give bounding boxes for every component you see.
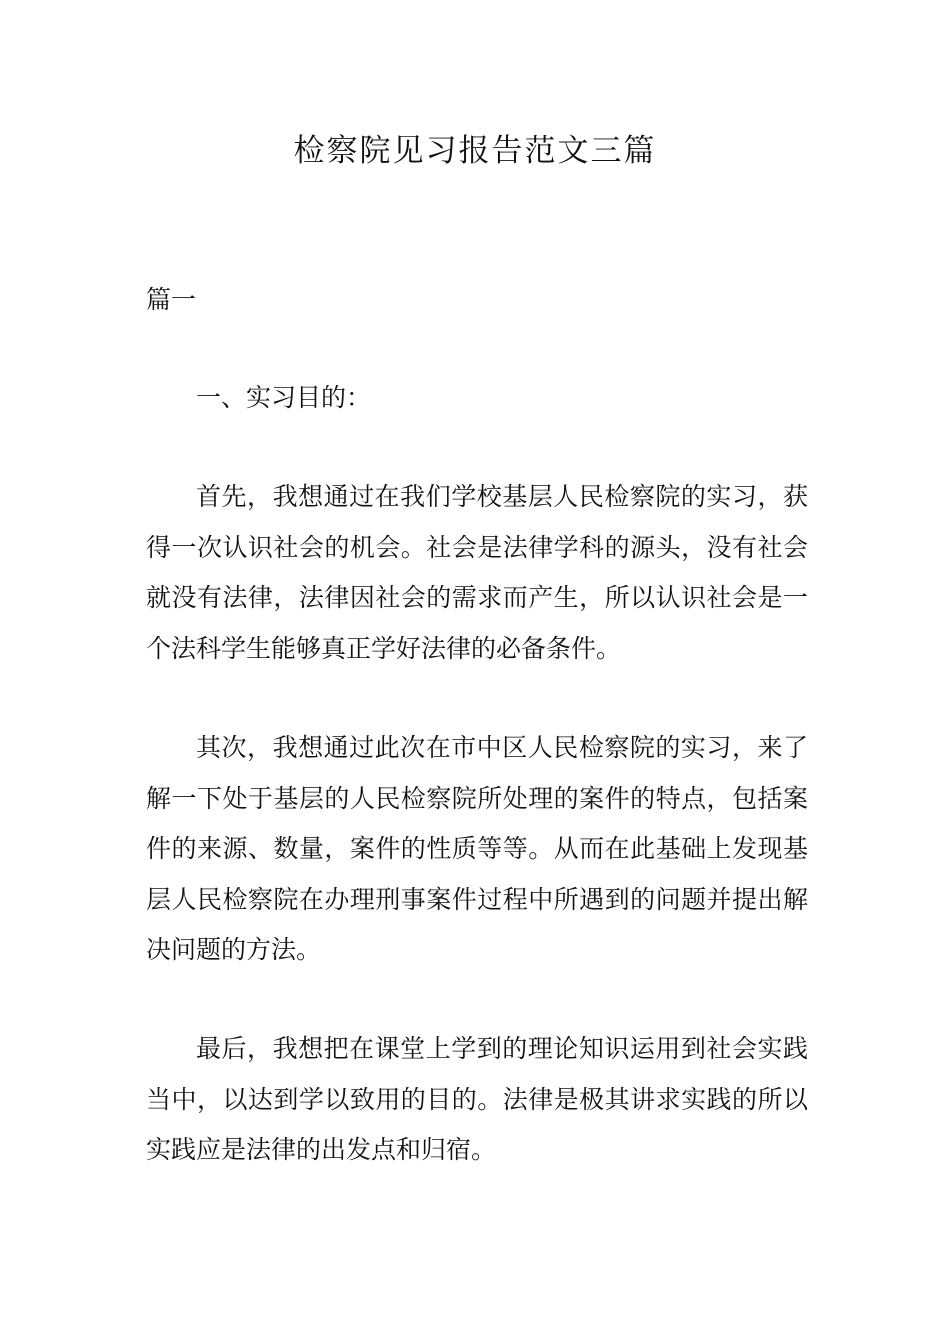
- document-title: 检察院见习报告范文三篇: [293, 133, 657, 169]
- section-subheading: 一、实习目的：: [196, 383, 372, 412]
- body-paragraph-1: 首先，我想通过在我们学校基层人民检察院的实习，获得一次认识社会的机会。社会是法律学科的源头，没有社会就没有法律，法律因社会的需求而产生，所以认识社会是一个法科学生能够真正学好法律的必备条件。: [146, 482, 808, 663]
- body-paragraph-3: 最后，我想把在课堂上学到的理论知识运用到社会实践当中，以达到学以致用的目的。法律是极其讲求实践的所以实践应是法律的出发点和归宿。: [146, 1034, 808, 1164]
- section-label: 篇一: [146, 285, 197, 314]
- body-paragraph-2: 其次，我想通过此次在市中区人民检察院的实习，来了解一下处于基层的人民检察院所处理的案件的特点，包括案件的来源、数量，案件的性质等等。从而在此基础上发现基层人民检察院在办理刑事案件过程中所遇到的问题并提出解决问题的方法。: [146, 733, 808, 964]
